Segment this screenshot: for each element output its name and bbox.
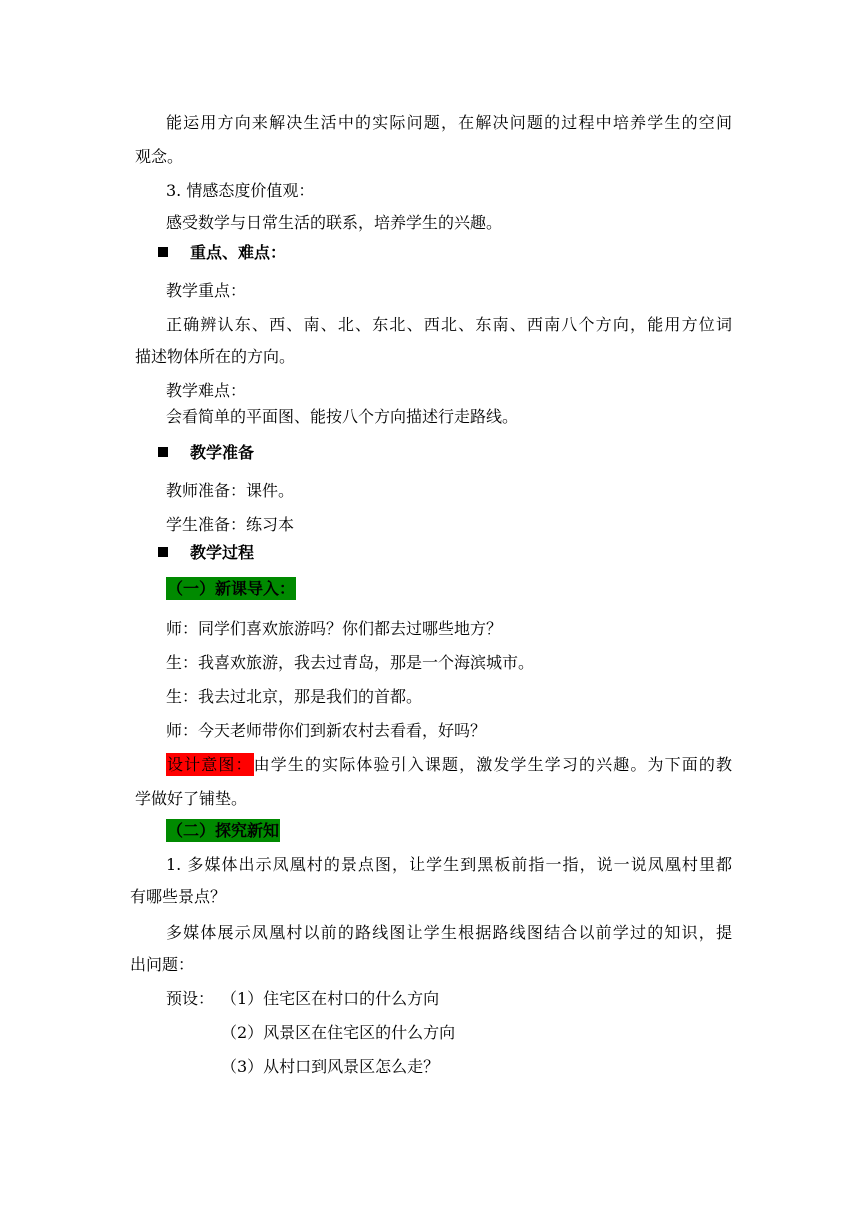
preset-item: （2）风景区在住宅区的什么方向 [221, 1023, 456, 1042]
preset-item: （3）从村口到风景区怎么走？ [221, 1057, 440, 1076]
preparation-heading-text: 教学准备 [190, 443, 255, 462]
teacher-preparation: 教师准备：课件。 [166, 481, 295, 500]
preset-item: （1）住宅区在村口的什么方向 [221, 989, 440, 1008]
process-heading-text: 教学过程 [190, 543, 255, 562]
dialog-line: 生：我喜欢旅游，我去过青岛，那是一个海滨城市。 [166, 653, 535, 672]
affect-heading: 3. 情感态度价值观： [166, 181, 315, 200]
focus-line1: 正确辨认东、西、南、北、东北、西北、东南、西南八个方向，能用方位词 [166, 315, 732, 334]
preset-label: 预设： [166, 989, 215, 1008]
item2-line2: 出问题： [130, 955, 195, 974]
section-explore-highlight: （二）探究新知 [167, 821, 280, 840]
skill-objective-line2: 观念。 [135, 147, 184, 166]
difficulty-text: 会看简单的平面图、能按八个方向描述行走路线。 [166, 407, 519, 426]
dialog-line: 师：同学们喜欢旅游吗？你们都去过哪些地方？ [166, 619, 503, 638]
focus-line2: 描述物体所在的方向。 [135, 347, 296, 366]
focus-label: 教学重点： [166, 281, 247, 300]
skill-objective-line1: 能运用方向来解决生活中的实际问题，在解决问题的过程中培养学生的空间 [166, 113, 732, 132]
key-points-heading [158, 242, 286, 264]
student-preparation: 学生准备：练习本 [166, 515, 295, 534]
design-intent-label: 设计意图： [167, 755, 253, 774]
item1-line2: 有哪些景点？ [130, 887, 227, 906]
dialog-line: 师：今天老师带你们到新农村去看看，好吗？ [166, 721, 487, 740]
process-heading [158, 542, 254, 564]
key-points-heading-text: 重点、难点： [190, 243, 287, 262]
difficulty-label: 教学难点： [166, 381, 247, 400]
section-explore [166, 820, 280, 842]
square-bullet-icon [158, 447, 168, 457]
square-bullet-icon [158, 547, 168, 557]
design-intent-line2: 学做好了铺垫。 [135, 789, 248, 808]
dialog-line: 生：我去过北京，那是我们的首都。 [166, 687, 423, 706]
design-intent-text: 由学生的实际体验引入课题，激发学生学习的兴趣。为下面的教 [253, 755, 732, 774]
section-new-lesson [166, 578, 296, 600]
preparation-heading [158, 442, 254, 464]
item2-line1: 多媒体展示凤凰村以前的路线图让学生根据路线图结合以前学过的知识，提 [166, 923, 732, 942]
section-new-lesson-highlight: （一）新课导入： [167, 579, 296, 598]
design-intent-line1 [166, 754, 732, 776]
affect-text: 感受数学与日常生活的联系，培养学生的兴趣。 [166, 213, 503, 232]
item1-line1: 1. 多媒体出示凤凰村的景点图，让学生到黑板前指一指，说一说凤凰村里都 [166, 855, 732, 874]
square-bullet-icon [158, 247, 168, 257]
